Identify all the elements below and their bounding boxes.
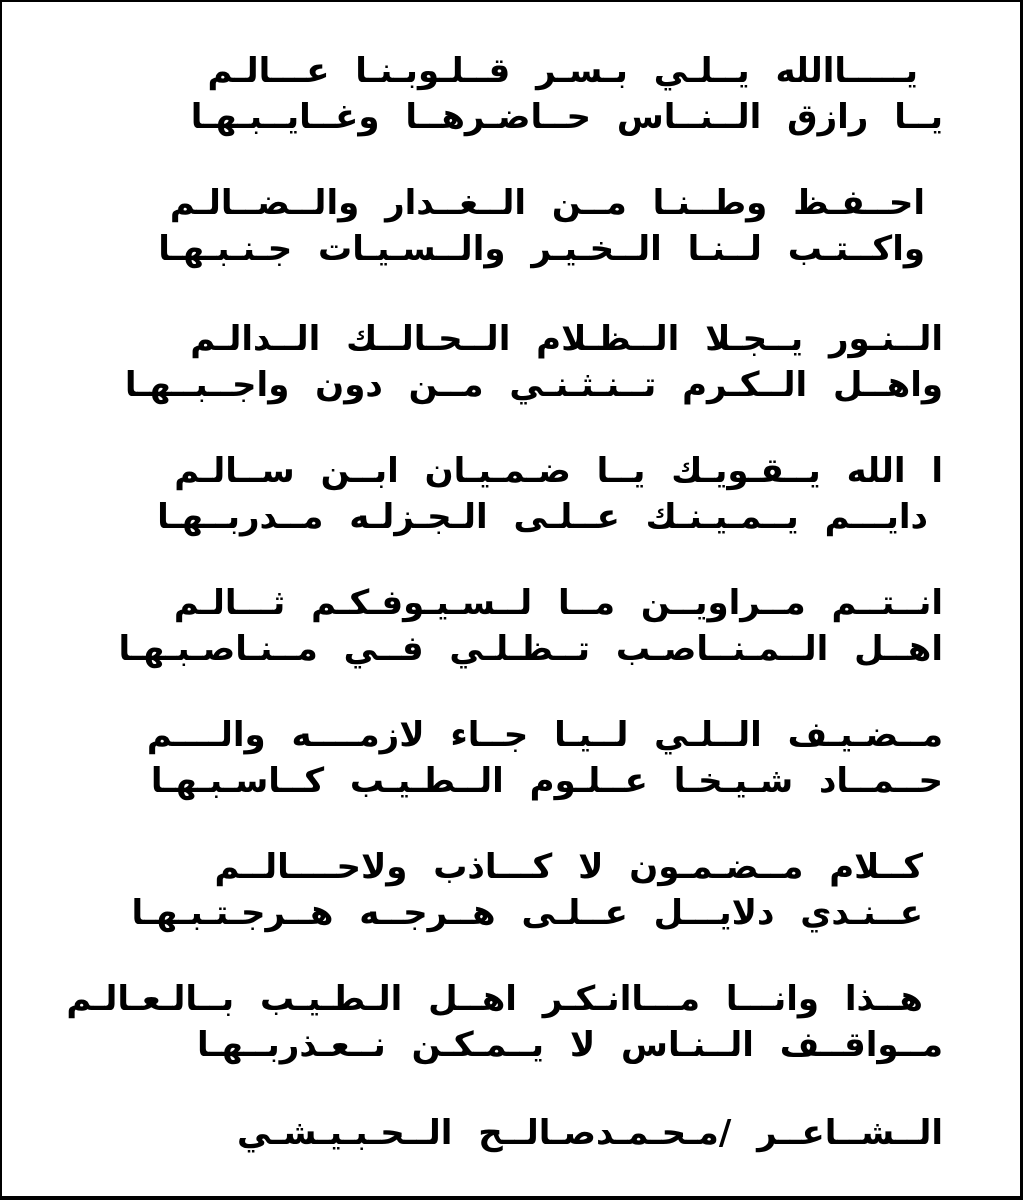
stanza-8-line-1: هــذا وانـــا مـــاانـكـر اهــل الـطـيـب بــالـعـالـم bbox=[66, 979, 923, 1019]
stanza-7-line-2: عــنـدي دلايـــل عــلـى هــرجــه هــرجـتـبـهـا bbox=[131, 893, 923, 933]
stanza-4-line-2: دايـــم يــمـيـنـك عــلـى الـجـزلـه مــدربــهـا bbox=[157, 497, 928, 537]
stanza-6-line-1: مــضـيـف الــلـي لــيـا جــاء لازمــــه والــــم bbox=[146, 715, 943, 755]
stanza-2-line-2: واكــتـب لــنـا الــخـيـر والــسـيـات جـنـبـهـا bbox=[158, 229, 925, 269]
stanza-1-line-2: يــا رازق الــنــاس حــاضـرهــا وغــايــبـهـا bbox=[190, 97, 943, 137]
stanza-2-line-1: احــفـظ وطــنـا مــن الــغــدار والــضــالـم bbox=[169, 183, 925, 223]
stanza-8-line-2: مــواقــف الــنـاس لا يــمـكـن نــعـذربــهـا bbox=[196, 1025, 943, 1065]
stanza-5-line-1: انــتــم مــراويــن مــا لــسـيـوفـكـم ثـــالـم bbox=[173, 583, 943, 623]
poet-signature: الــشــاعــر /مـحـمـدصـالــح الــحـبـيـشـي bbox=[237, 1113, 943, 1153]
stanza-4-line-1: ا الله يــقـويـك يــا ضـمـيـان ابــن ســالـم bbox=[174, 451, 943, 491]
stanza-5-line-2: اهــل الــمـنــاصـب تــظـلـي فــي مــنـاصـبـهـا bbox=[118, 629, 943, 669]
stanza-7-line-1: كــلام مــضـمـون لا كـــاذب ولاحــــالــم bbox=[214, 847, 923, 887]
stanza-3-line-1: الــنـور يــجـلا الــظـلام الــحـالــك الــدالـم bbox=[190, 319, 943, 359]
stanza-6-line-2: حــمــاد شـيـخـا عــلـوم الــطـيـب كــاسـبـهـا bbox=[150, 761, 943, 801]
stanza-1-line-1: يـــــاالله يــلـي بـسـر قــلـوبـنـا عـــالـم bbox=[207, 51, 918, 91]
stanza-3-line-2: واهــل الــكـرم تــنـثـنـي مــن دون واجــبــهـا bbox=[124, 365, 943, 405]
